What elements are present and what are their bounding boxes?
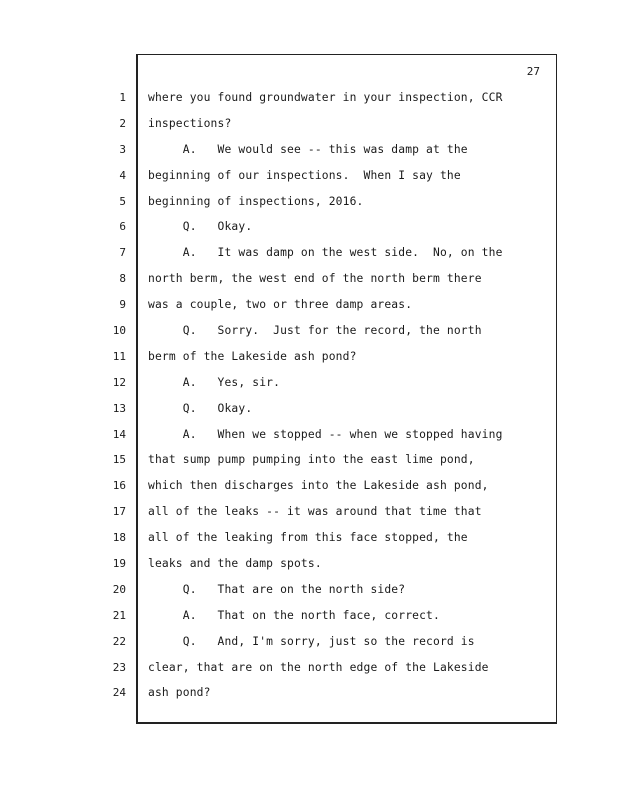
line-number: 24 — [112, 686, 126, 700]
transcript-line: leaks and the damp spots. — [148, 557, 322, 571]
line-number: 13 — [112, 401, 126, 415]
transcript-line: ash pond? — [148, 686, 211, 700]
line-number: 2 — [119, 116, 126, 130]
transcript-line: clear, that are on the north edge of the Lakeside — [148, 660, 489, 674]
transcript-line: A. When we stopped -- when we stopped having — [148, 427, 503, 441]
transcript-line: berm of the Lakeside ash pond? — [148, 349, 357, 363]
line-number: 17 — [112, 505, 126, 519]
transcript-line: that sump pump pumping into the east lime pond, — [148, 453, 475, 467]
line-number: 1 — [119, 91, 126, 104]
transcript-line: Q. Sorry. Just for the record, the north — [148, 324, 482, 338]
line-number: 14 — [112, 427, 126, 441]
transcript-line: which then discharges into the Lakeside ash pond, — [148, 479, 489, 493]
transcript-line: Q. Okay. — [148, 401, 253, 415]
line-number-column — [100, 88, 126, 709]
line-number: 6 — [119, 220, 126, 234]
line-number: 23 — [112, 660, 126, 674]
transcript-line: A. We would see -- this was damp at the — [148, 142, 468, 156]
transcript-line: where you found groundwater in your inspection, CCR — [148, 91, 503, 104]
transcript-text — [148, 88, 548, 709]
transcript-line: A. It was damp on the west side. No, on the — [148, 246, 503, 260]
transcript-line: Q. And, I'm sorry, just so the record is — [148, 634, 475, 648]
line-number: 18 — [112, 531, 126, 545]
line-number: 16 — [112, 479, 126, 493]
transcript-line: A. Yes, sir. — [148, 375, 281, 389]
line-number: 4 — [119, 168, 126, 182]
transcript-line: beginning of inspections, 2016. — [148, 194, 364, 208]
transcript-line: all of the leaks -- it was around that time that — [148, 505, 482, 519]
transcript-line: A. That on the north face, correct. — [148, 608, 440, 622]
line-number: 7 — [119, 246, 126, 260]
line-number: 12 — [112, 375, 126, 389]
line-number: 3 — [119, 142, 126, 156]
line-number: 11 — [112, 349, 126, 363]
line-number: 22 — [112, 634, 126, 648]
line-number: 20 — [112, 582, 126, 596]
transcript-line: Q. That are on the north side? — [148, 582, 406, 596]
transcript-line: beginning of our inspections. When I say the — [148, 168, 461, 182]
transcript-line: was a couple, two or three damp areas. — [148, 298, 413, 312]
transcript-line: north berm, the west end of the north berm there — [148, 272, 482, 286]
transcript-line: inspections? — [148, 116, 232, 130]
line-number: 9 — [119, 298, 126, 312]
transcript-line: all of the leaking from this face stopped, the — [148, 531, 468, 545]
line-number: 10 — [112, 324, 126, 338]
line-number: 15 — [112, 453, 126, 467]
transcript-line: Q. Okay. — [148, 220, 253, 234]
line-number: 8 — [119, 272, 126, 286]
line-number: 19 — [112, 557, 126, 571]
page-number: 27 — [526, 65, 540, 78]
line-number: 21 — [112, 608, 126, 622]
line-number: 5 — [119, 194, 126, 208]
